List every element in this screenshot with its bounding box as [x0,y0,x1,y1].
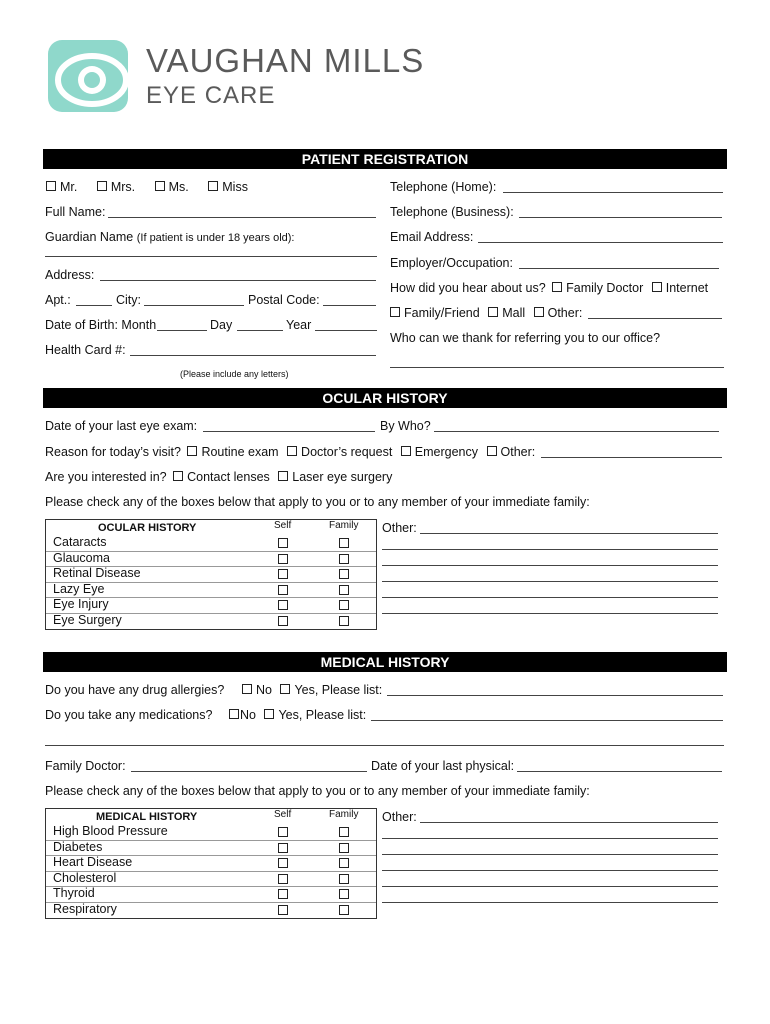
title-mrs[interactable]: Mrs. [97,180,135,194]
option-family-friend[interactable]: Family/Friend [390,306,480,320]
city-field[interactable] [144,305,244,306]
eye-logo-icon [48,40,128,112]
logo-name: VAUGHAN MILLS [146,42,425,79]
checkbox-icon[interactable] [46,181,56,191]
title-ms[interactable]: Ms. [155,180,189,194]
dob-day-field[interactable] [237,330,283,331]
self-checkbox[interactable] [278,874,288,884]
tel-business-label: Telephone (Business): [390,205,514,219]
medical-check-prompt: Please check any of the boxes below that apply to you or to any member of your immediate family: [45,784,590,798]
thank-label: Who can we thank for referring you to our office? [390,331,661,345]
condition-label: Glaucoma [53,550,110,565]
condition-label: Lazy Eye [53,581,105,596]
condition-label: Respiratory [53,901,117,916]
row-divider [46,840,376,841]
allergies-list-field[interactable] [387,695,723,696]
tel-home-field[interactable] [503,192,723,193]
employer-label: Employer/Occupation: [390,256,513,270]
health-card-field[interactable] [130,355,376,356]
other-field[interactable] [382,886,718,887]
row-divider [46,551,376,552]
other-field[interactable] [382,838,718,839]
ocular-check-prompt: Please check any of the boxes below that apply to you or to any member of your immediate family: [45,495,590,509]
other-field[interactable] [382,581,718,582]
tel-business-field[interactable] [519,217,722,218]
option-mall[interactable]: Mall [488,306,525,320]
checkbox-icon[interactable] [280,684,290,694]
email-label: Email Address: [390,230,474,244]
self-header: Self [274,520,292,531]
reason-emergency[interactable]: Emergency [401,445,478,459]
apt-field[interactable] [76,305,112,306]
family-doctor-field[interactable] [131,771,367,772]
full-name-field[interactable] [108,217,376,218]
by-who-field[interactable] [434,431,719,432]
health-card-label: Health Card #: [45,343,126,357]
dob-year-field[interactable] [315,330,377,331]
city-label: City: [116,293,141,307]
condition-label: Thyroid [53,886,95,900]
condition-label: Cholesterol [53,870,117,885]
medications-options [229,708,366,722]
patient-registration-title: PATIENT REGISTRATION [43,149,727,169]
self-header: Self [274,809,292,820]
reason-doctor-request[interactable]: Doctor’s request [287,445,392,459]
checkbox-icon[interactable] [278,471,288,481]
title-mr[interactable]: Mr. [46,180,77,194]
title-miss[interactable]: Miss [208,180,248,194]
full-name-label: Full Name: [45,205,106,219]
address-field[interactable] [100,280,376,281]
self-checkbox[interactable] [278,569,288,579]
self-checkbox[interactable] [278,616,288,626]
reason-routine[interactable]: Routine exam [187,445,278,459]
condition-label: Cataracts [53,535,107,549]
row-divider [46,613,376,614]
family-header: Family [329,520,359,531]
tel-home-label: Telephone (Home): [390,180,497,194]
by-who-label: By Who? [380,419,431,433]
employer-field[interactable] [519,268,719,269]
medications-label: Do you take any medications? [45,708,213,722]
medical-history-title: MEDICAL HISTORY [43,652,727,672]
other-field[interactable] [420,822,718,823]
self-checkbox[interactable] [278,600,288,610]
hear-about-row-2 [390,306,582,320]
last-exam-field[interactable] [203,431,375,432]
self-checkbox[interactable] [278,585,288,595]
row-divider [46,871,376,872]
title-checkboxes [46,180,248,194]
other-field[interactable] [382,902,718,903]
dob-year-label: Year [286,318,312,332]
self-checkbox[interactable] [278,827,288,837]
medications-list-field-2[interactable] [45,745,724,746]
family-checkbox[interactable] [339,616,349,626]
ocular-table-header: OCULAR HISTORY [98,522,197,534]
medical-other-label: Other: [382,810,417,824]
allergies-no[interactable]: No [242,683,272,697]
family-checkbox[interactable] [339,858,349,868]
last-physical-field[interactable] [517,771,722,772]
postal-code-field[interactable] [323,305,376,306]
family-checkbox[interactable] [339,569,349,579]
guardian-field[interactable] [45,256,377,257]
checkbox-icon[interactable] [187,446,197,456]
postal-code-label: Postal Code: [248,293,320,307]
checkbox-icon[interactable] [487,446,497,456]
medical-table-header: MEDICAL HISTORY [96,811,198,823]
condition-label: Retinal Disease [53,566,141,580]
other-field[interactable] [382,597,718,598]
checkbox-icon[interactable] [390,307,400,317]
checkbox-icon[interactable] [242,684,252,694]
family-checkbox[interactable] [339,554,349,564]
interest-contact-lenses[interactable]: Contact lenses [173,470,270,484]
family-checkbox[interactable] [339,538,349,548]
condition-label: Eye Injury [53,597,109,611]
option-other[interactable]: Other: [534,306,583,320]
row-divider [46,855,376,856]
logo-sub: EYE CARE [146,82,276,109]
checkbox-icon[interactable] [229,709,239,719]
checkbox-icon[interactable] [208,181,218,191]
last-physical-label: Date of your last physical: [371,759,515,773]
last-exam-label: Date of your last eye exam: [45,419,198,433]
row-divider [46,597,376,598]
allergies-label: Do you have any drug allergies? [45,683,225,697]
self-checkbox[interactable] [278,905,288,915]
family-checkbox[interactable] [339,827,349,837]
self-checkbox[interactable] [278,843,288,853]
condition-label: High Blood Pressure [53,824,168,838]
self-checkbox[interactable] [278,889,288,899]
row-divider [46,582,376,583]
address-label: Address: [45,268,95,282]
checkbox-icon[interactable] [534,307,544,317]
family-doctor-label: Family Doctor: [45,759,126,773]
checkbox-icon[interactable] [173,471,183,481]
other-field[interactable] [382,549,718,550]
dob-month-field[interactable] [157,330,207,331]
condition-label: Heart Disease [53,855,133,869]
other-field[interactable] [382,565,718,566]
allergies-yes[interactable]: Yes, Please list: [280,683,382,697]
row-divider [46,902,376,903]
row-divider [46,886,376,887]
other-field[interactable] [382,613,718,614]
other-field[interactable] [420,533,718,534]
self-checkbox[interactable] [278,538,288,548]
guardian-label: Guardian Name (If patient is under 18 years old): [45,230,295,244]
self-checkbox[interactable] [278,554,288,564]
checkbox-icon[interactable] [401,446,411,456]
allergies-options [242,683,382,697]
dob-month-label: Date of Birth: Month [45,318,157,332]
health-card-note: (Please include any letters) [180,369,289,379]
checkbox-icon[interactable] [287,446,297,456]
thank-field[interactable] [390,367,724,368]
medications-yes[interactable]: Yes, Please list: [264,708,366,722]
condition-label: Eye Surgery [53,612,122,627]
hear-other-field[interactable] [588,318,722,319]
checkbox-icon[interactable] [652,282,662,292]
interest-laser-surgery[interactable]: Laser eye surgery [278,470,392,484]
family-checkbox[interactable] [339,905,349,915]
self-checkbox[interactable] [278,858,288,868]
ocular-other-label: Other: [382,521,417,535]
family-checkbox[interactable] [339,874,349,884]
medications-list-field[interactable] [371,720,723,721]
condition-label: Diabetes [53,839,103,854]
dob-day-label: Day [210,318,233,332]
row-divider [46,566,376,567]
checkbox-icon[interactable] [552,282,562,292]
reason-other-field[interactable] [541,457,722,458]
medical-history-table [45,808,377,919]
checkbox-icon[interactable] [155,181,165,191]
option-family-doctor[interactable]: Family Doctor [552,281,643,295]
other-field[interactable] [382,870,718,871]
ocular-history-table [45,519,377,630]
apt-label: Apt.: [45,293,71,307]
checkbox-icon[interactable] [488,307,498,317]
reason-other[interactable]: Other: [487,445,536,459]
medications-no[interactable]: No [229,708,256,722]
option-internet[interactable]: Internet [652,281,708,295]
ocular-history-title: OCULAR HISTORY [43,388,727,408]
interested-row: Are you interested in? Contact lenses Laser eye surgery [45,470,393,484]
checkbox-icon[interactable] [97,181,107,191]
family-checkbox[interactable] [339,585,349,595]
checkbox-icon[interactable] [264,709,274,719]
family-checkbox[interactable] [339,889,349,899]
family-header: Family [329,809,359,820]
email-field[interactable] [478,242,723,243]
reason-row: Reason for today’s visit? Routine exam Doctor’s request Emergency Other: [45,445,536,459]
family-checkbox[interactable] [339,600,349,610]
other-field[interactable] [382,854,718,855]
hear-about-row: How did you hear about us? Family Doctor Internet [390,281,709,295]
family-checkbox[interactable] [339,843,349,853]
